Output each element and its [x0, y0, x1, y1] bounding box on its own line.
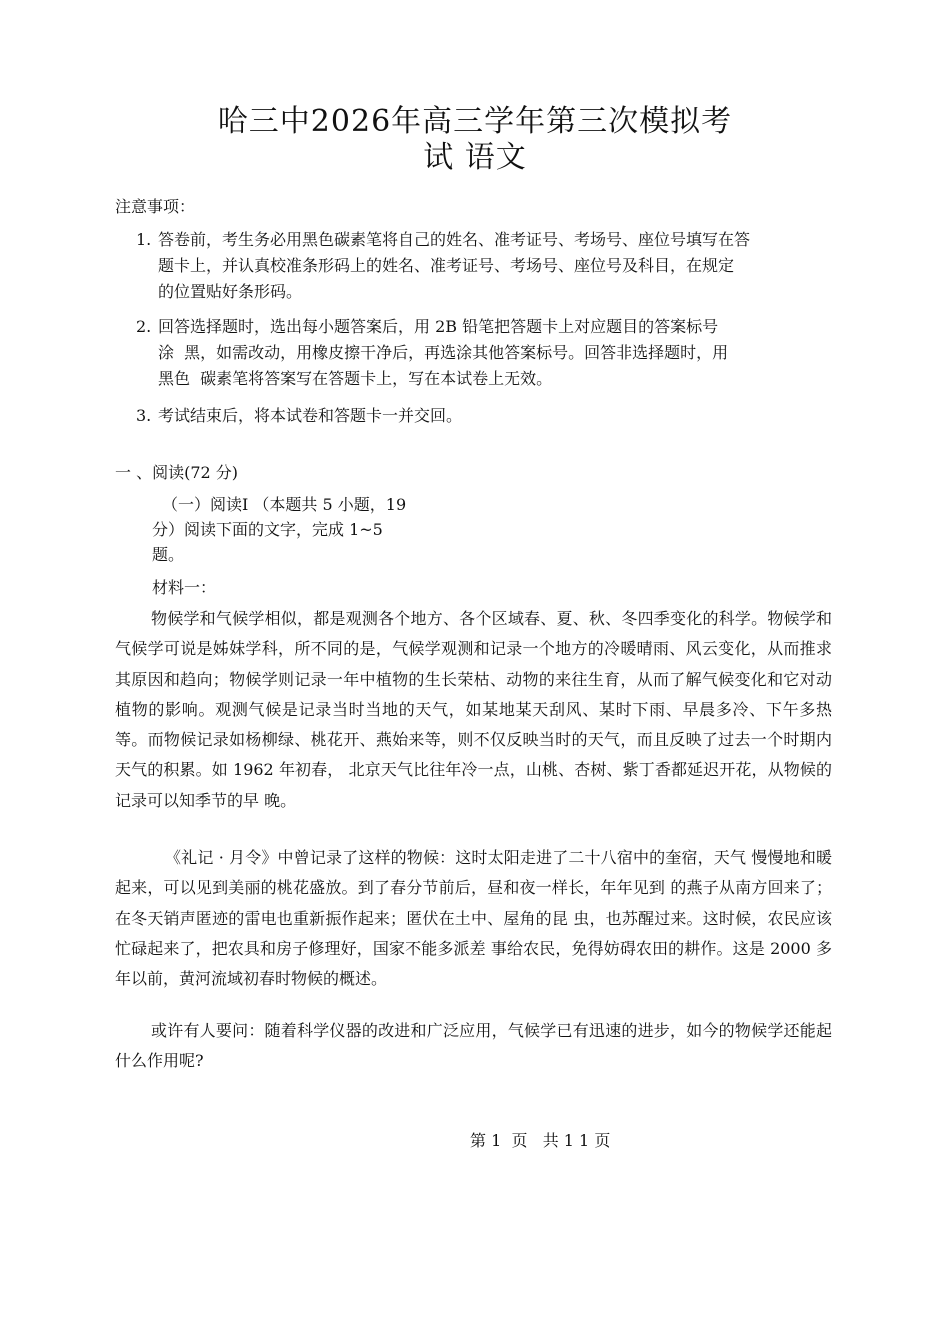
- notice-item-line: 黑色 碳素笔将答案写在答题卡上，写在本试卷上无效。: [158, 369, 553, 388]
- exam-title-line-2: 试 语文: [423, 140, 527, 175]
- paragraph-2: 《礼记 · 月令》中曾记录了这样的物候：这时太阳走进了二十八宿中的奎宿，天气 慢慢地和暖起来，可以见到美丽的桃花盛放。到了春分节前后，昼和夜一样长，年年见到 的燕子从南方回来了；在冬天销声匿迹的雷电也重新振作起来；匿伏在土中、屋角的昆 虫，也苏醒过来。这时候，农民应该忙碌起来了，把农具和房子修理好，国家不能多派差 事给农民，免得妨碍农田的耕作。这是 2000 多年以前，黄河流域初春时物候的概述。: [115, 848, 832, 989]
- paragraph-1: 物候学和气候学相似，都是观测各个地方、各个区域春、夏、秋、冬四季变化的科学。物候学和气候学可说是姊妹学科，所不同的是，气候学观测和记录一个地方的冷暖晴雨、风云变化，从而推求其原因和趋向；物候学则记录一年中植物的生长荣枯、动物的来往生育，从而了解气候变化和它对动植物的影响。观测气候是记录当时当地的天气，如某地某天刮风、某时下雨、早晨多冷、下午多热等。而物候记录如杨柳绿、桃花开、燕始来等，则不仅反映当时的天气，而且反映了过去一个时期内天气的积累。如 1962 年初春， 北京天气比往年冷一点，山桃、杏树、紫丁香都延迟开花，从物候的记录可以知季节的早 晚。: [115, 609, 832, 810]
- subsection-line: （一）阅读Ⅰ （本题共 5 小题，19: [162, 495, 407, 514]
- section-heading: 一 、阅读(72 分): [115, 463, 239, 482]
- notice-item-line: 答卷前，考生务必用黑色碳素笔将自己的姓名、准考证号、考场号、座位号填写在答: [158, 230, 751, 249]
- subsection-line: 题。: [152, 545, 185, 564]
- notice-item-number: 3.: [136, 406, 152, 425]
- exam-title-line-1: 哈三中2026年高三学年第三次模拟考: [217, 104, 733, 139]
- notice-item-number: 1.: [136, 230, 152, 249]
- notice-item-1: [136, 227, 836, 307]
- notice-item-3: [136, 403, 836, 429]
- notice-item-number: 2.: [136, 317, 152, 336]
- page-footer: 第 1 页 共 1 1 页: [470, 1131, 611, 1150]
- subsection-line: 分）阅读下面的文字，完成 1~5: [152, 520, 383, 539]
- notice-item-line: 题卡上，并认真校准条形码上的姓名、准考证号、考场号、座位号及科目，在规定: [158, 256, 735, 275]
- notice-item-line: 涂 黑，如需改动，用橡皮擦干净后，再选涂其他答案标号。回答非选择题时，用: [158, 343, 729, 362]
- notice-item-line: 考试结束后，将本试卷和答题卡一并交回。: [158, 406, 463, 425]
- notice-item-2: [136, 314, 836, 394]
- notice-item-line: 回答选择题时，选出每小题答案后，用 2B 铅笔把答题卡上对应题目的答案标号: [158, 317, 719, 336]
- paragraph-3: 或许有人要问：随着科学仪器的改进和广泛应用，气候学已有迅速的进步，如今的物候学还能起什么作用呢?: [115, 1021, 832, 1071]
- material-label: 材料一：: [152, 578, 217, 597]
- notice-heading: 注意事项：: [115, 197, 196, 216]
- notice-item-line: 的位置贴好条形码。: [158, 282, 303, 301]
